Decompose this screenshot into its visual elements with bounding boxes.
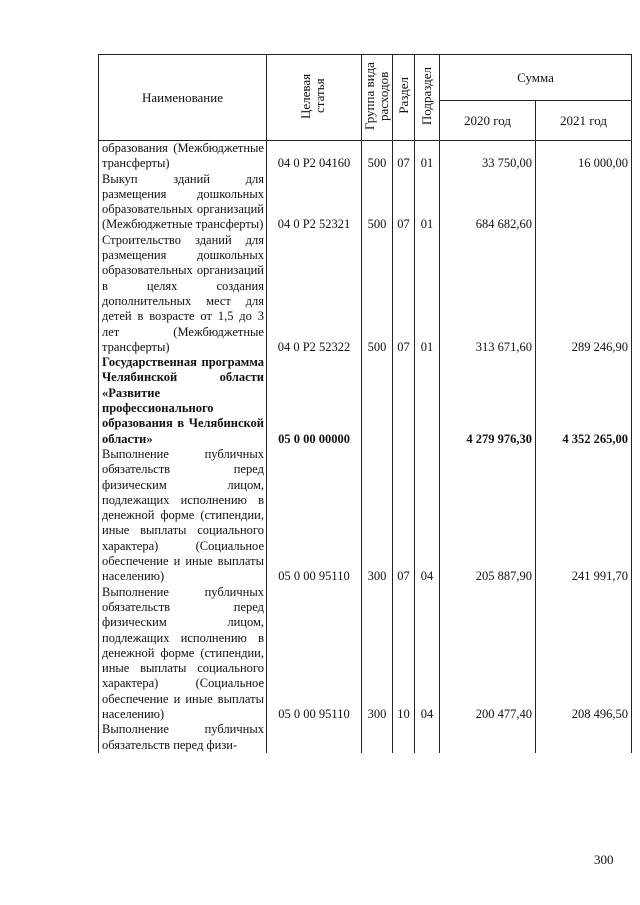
row-subsection: 04	[415, 447, 440, 585]
row-expense-group: 500	[362, 172, 393, 233]
row-name: Строительство зданий для размещения дошкольных образовательных организаций в целях создания дополнительных мест для детей в возрасте от 1,5 до 3 лет (Межбюджетные трансферты)	[99, 233, 267, 355]
row-expense-group	[362, 355, 393, 447]
row-subsection: 01	[415, 172, 440, 233]
row-subsection: 04	[415, 585, 440, 723]
row-sum-2021: 4 352 265,00	[536, 355, 632, 447]
row-sum-2020: 313 671,60	[440, 233, 536, 355]
row-expense-group: 500	[362, 233, 393, 355]
header-year-2021: 2021 год	[536, 101, 632, 141]
header-sum: Сумма	[440, 55, 632, 101]
row-target-article: 04 0 P2 52321	[267, 172, 362, 233]
row-name: Выполнение публичных обязательств перед физическим лицом, подлежащих исполнению в денежной форме (стипендии, иные выплаты социального характера) (Социальное обеспечение и иные выплаты населению)	[99, 447, 267, 585]
table-row-program	[99, 355, 632, 447]
budget-table	[98, 54, 632, 753]
row-sum-2020	[440, 722, 536, 753]
row-sum-2020: 684 682,60	[440, 172, 536, 233]
row-sum-2021: 241 991,70	[536, 447, 632, 585]
row-expense-group: 500	[362, 141, 393, 172]
row-sum-2021: 16 000,00	[536, 141, 632, 172]
header-expense-group	[362, 55, 393, 141]
row-section: 07	[393, 233, 415, 355]
header-target-article	[267, 55, 362, 141]
row-name: Выполнение публичных обязательств перед физическим лицом, подлежащих исполнению в денежной форме (стипендии, иные выплаты социального характера) (Социальное обеспечение и иные выплаты населению)	[99, 585, 267, 723]
row-name: Государственная программа Челябинской области «Развитие профессионального образования в Челябинской области»	[99, 355, 267, 447]
header-target-article-text: Целевая статья	[298, 73, 327, 119]
table-row	[99, 233, 632, 355]
row-target-article: 04 0 P2 52322	[267, 233, 362, 355]
header-section	[393, 55, 415, 141]
row-sum-2020: 33 750,00	[440, 141, 536, 172]
row-sum-2021	[536, 172, 632, 233]
table-row	[99, 447, 632, 585]
header-subsection-text: Подраздел	[419, 66, 434, 125]
row-section: 07	[393, 172, 415, 233]
row-sum-2021: 208 496,50	[536, 585, 632, 723]
row-sum-2020: 205 887,90	[440, 447, 536, 585]
row-expense-group	[362, 722, 393, 753]
page-number: 300	[594, 852, 614, 867]
row-name: Выкуп зданий для размещения дошкольных образовательных организаций (Межбюджетные трансферты)	[99, 172, 267, 233]
table-row	[99, 172, 632, 233]
row-target-article: 05 0 00 00000	[267, 355, 362, 447]
row-sum-2020: 200 477,40	[440, 585, 536, 723]
row-subsection: 01	[415, 233, 440, 355]
row-expense-group: 300	[362, 447, 393, 585]
row-name: образования (Межбюджетные трансферты)	[99, 141, 267, 172]
row-section: 10	[393, 585, 415, 723]
header-section-text: Раздел	[395, 77, 411, 115]
row-section	[393, 355, 415, 447]
row-subsection: 01	[415, 141, 440, 172]
row-target-article: 05 0 00 95110	[267, 585, 362, 723]
row-section	[393, 722, 415, 753]
row-expense-group: 300	[362, 585, 393, 723]
row-section: 07	[393, 447, 415, 585]
table-row	[99, 141, 632, 172]
row-target-article: 04 0 P2 04160	[267, 141, 362, 172]
header-year-2020: 2020 год	[440, 101, 536, 141]
table-row	[99, 585, 632, 723]
row-name: Выполнение публичных обязательств перед физи-	[99, 722, 267, 753]
row-target-article	[267, 722, 362, 753]
row-subsection	[415, 722, 440, 753]
row-target-article: 05 0 00 95110	[267, 447, 362, 585]
row-sum-2021	[536, 722, 632, 753]
row-sum-2020: 4 279 976,30	[440, 355, 536, 447]
row-sum-2021: 289 246,90	[536, 233, 632, 355]
header-expense-group-text: Группа вида расходов	[362, 61, 391, 130]
row-subsection	[415, 355, 440, 447]
row-section: 07	[393, 141, 415, 172]
table-row	[99, 722, 632, 753]
header-subsection	[415, 55, 440, 141]
header-name: Наименование	[99, 55, 267, 141]
